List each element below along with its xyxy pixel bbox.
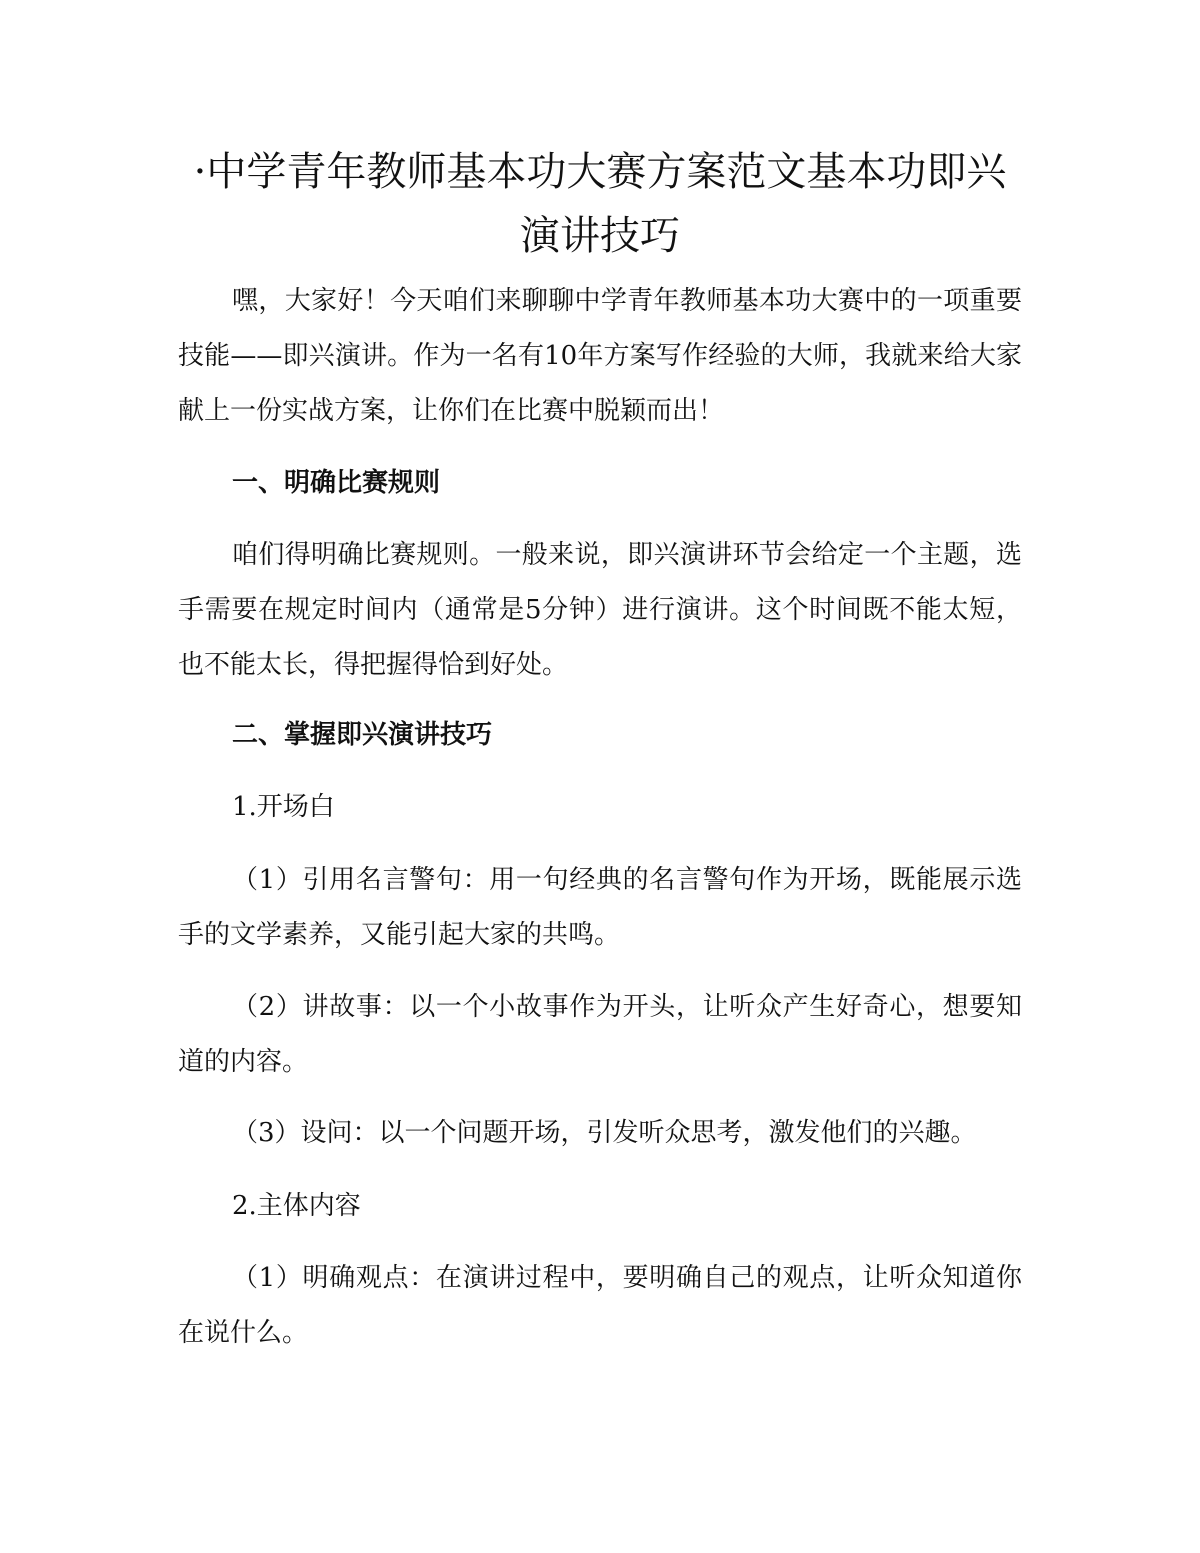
document-title: ·中学青年教师基本功大赛方案范文基本功即兴演讲技巧	[193, 149, 1007, 259]
subheading-main-content: 2.主体内容	[232, 1191, 361, 1221]
rules-paragraph: 咱们得明确比赛规则。一般来说，即兴演讲环节会给定一个主题，选手需要在规定时间内（通常是5分钟）进行演讲。这个时间既不能太短，也不能太长，得把握得恰到好处。	[178, 540, 1022, 680]
main-item-viewpoint: （1）明确观点：在演讲过程中，要明确自己的观点，让听众知道你在说什么。	[178, 1263, 1022, 1348]
opening-item-question: （3）设问：以一个问题开场，引发听众思考，激发他们的兴趣。	[232, 1118, 977, 1148]
intro-paragraph: 嘿，大家好！今天咱们来聊聊中学青年教师基本功大赛中的一项重要技能——即兴演讲。作为一名有10年方案写作经验的大师，我就来给大家献上一份实战方案，让你们在比赛中脱颖而出！	[178, 286, 1022, 426]
section-heading-techniques: 二、掌握即兴演讲技巧	[232, 720, 493, 750]
section-heading-rules: 一、明确比赛规则	[232, 468, 441, 498]
opening-item-quote: （1）引用名言警句：用一句经典的名言警句作为开场，既能展示选手的文学素养，又能引起大家的共鸣。	[178, 865, 1022, 950]
subheading-opening: 1.开场白	[232, 792, 335, 822]
opening-item-story: （2）讲故事：以一个小故事作为开头，让听众产生好奇心，想要知道的内容。	[178, 992, 1022, 1077]
